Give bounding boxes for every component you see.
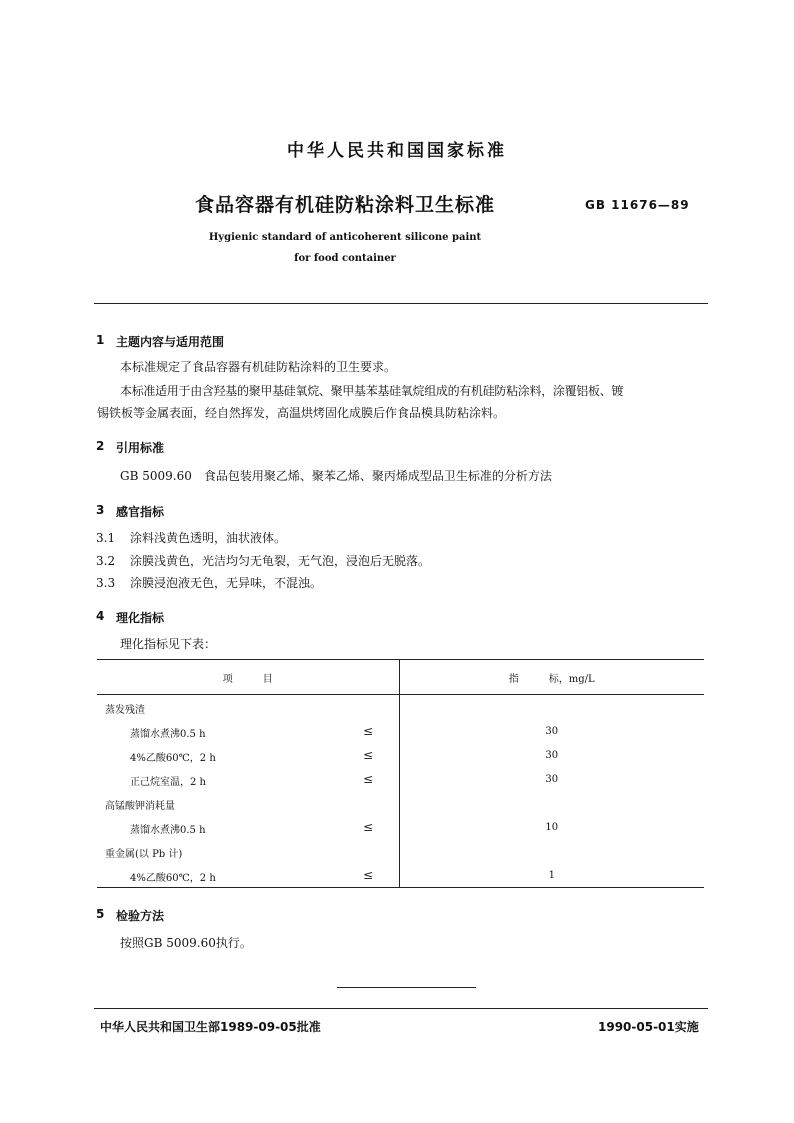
document-title-en-line1: Hygienic standard of anticoherent silicone paint [208, 232, 482, 243]
table-row [97, 863, 704, 888]
table-row [97, 719, 704, 743]
header-divider [94, 303, 708, 304]
leq-symbol: ≤ [363, 772, 374, 786]
clause-text: 涂膜浸泡液无色，无异味，不混浊。 [130, 576, 323, 590]
clause-text: 涂料浅黄色透明，油状液体。 [130, 531, 287, 545]
row-item: 4%乙酸60℃，2 h [130, 873, 216, 884]
row-value: 30 [545, 725, 559, 737]
row-value [399, 695, 704, 720]
row-item: 正己烷室温，2 h [130, 777, 206, 788]
table-row [97, 839, 704, 863]
physicochemical-spec-table [97, 659, 704, 888]
test-method-text: 按照GB 5009.60执行。 [120, 936, 252, 950]
organization-header: 中华人民共和国国家标准 [287, 141, 507, 161]
header-item: 项 目 [97, 660, 399, 695]
header-value: 指 标，mg/L [399, 660, 704, 695]
table-row [97, 695, 704, 720]
section-1-title: 主题内容与适用范围 [116, 335, 225, 349]
referenced-standard: GB 5009.60 食品包装用聚乙烯、聚苯乙烯、聚丙烯成型品卫生标准的分析方法 [120, 469, 552, 483]
section-4-number: 4 [96, 609, 105, 623]
clause-number: 3.3 [96, 576, 116, 590]
section-4-title: 理化指标 [116, 611, 165, 625]
row-item: 蒸发残渣 [105, 705, 145, 716]
table-header-row [97, 660, 704, 695]
section-1-number: 1 [96, 333, 105, 347]
table-row [97, 767, 704, 791]
clause-number: 3.2 [96, 554, 116, 568]
leq-symbol: ≤ [363, 748, 374, 762]
row-value: 30 [545, 749, 559, 761]
row-item: 4%乙酸60℃，2 h [130, 753, 216, 764]
end-divider [337, 987, 476, 988]
table-row [97, 815, 704, 839]
section-2-number: 2 [96, 439, 105, 453]
section-5-title: 检验方法 [116, 909, 165, 923]
row-item: 高锰酸钾消耗量 [105, 801, 175, 812]
clause-text: 涂膜浅黄色，光洁均匀无龟裂，无气泡，浸泡后无脱落。 [130, 554, 431, 568]
row-item: 重金属(以 Pb 计) [105, 849, 183, 860]
section-1-paragraph-1: 本标准规定了食品容器有机硅防粘涂料的卫生要求。 [120, 360, 397, 374]
leq-symbol: ≤ [363, 868, 374, 882]
table-row [97, 743, 704, 767]
row-value: 1 [548, 869, 555, 881]
row-value: 10 [545, 821, 559, 833]
leq-symbol: ≤ [363, 820, 374, 834]
row-value [399, 839, 704, 863]
row-item: 蒸馏水煮沸0.5 h [130, 825, 206, 836]
implementation-date: 1990-05-01实施 [598, 1020, 699, 1034]
row-value: 30 [545, 773, 559, 785]
document-title-cn: 食品容器有机硅防粘涂料卫生标准 [194, 194, 495, 216]
section-2-title: 引用标准 [116, 441, 165, 455]
leq-symbol: ≤ [363, 724, 374, 738]
standard-number: GB 11676—89 [585, 198, 690, 212]
row-item: 蒸馏水煮沸0.5 h [130, 729, 206, 740]
section-3-title: 感官指标 [116, 505, 165, 519]
section-1-paragraph-2-line2: 锡铁板等金属表面，经自然挥发，高温烘烤固化成膜后作食品模具防粘涂料。 [97, 406, 506, 420]
footer-divider [94, 1008, 708, 1009]
clause-number: 3.1 [96, 531, 116, 545]
table-row [97, 791, 704, 815]
section-3-number: 3 [96, 503, 105, 517]
table-intro: 理化指标见下表： [120, 637, 217, 651]
section-1-paragraph-2-line1: 本标准适用于由含羟基的聚甲基硅氧烷、聚甲基苯基硅氧烷组成的有机硅防粘涂料，涂覆铝板、镀 [120, 384, 624, 398]
row-value [399, 791, 704, 815]
document-title-en-line2: for food container [294, 253, 396, 264]
section-5-number: 5 [96, 907, 105, 921]
approval-statement: 中华人民共和国卫生部1989-09-05批准 [100, 1020, 321, 1034]
